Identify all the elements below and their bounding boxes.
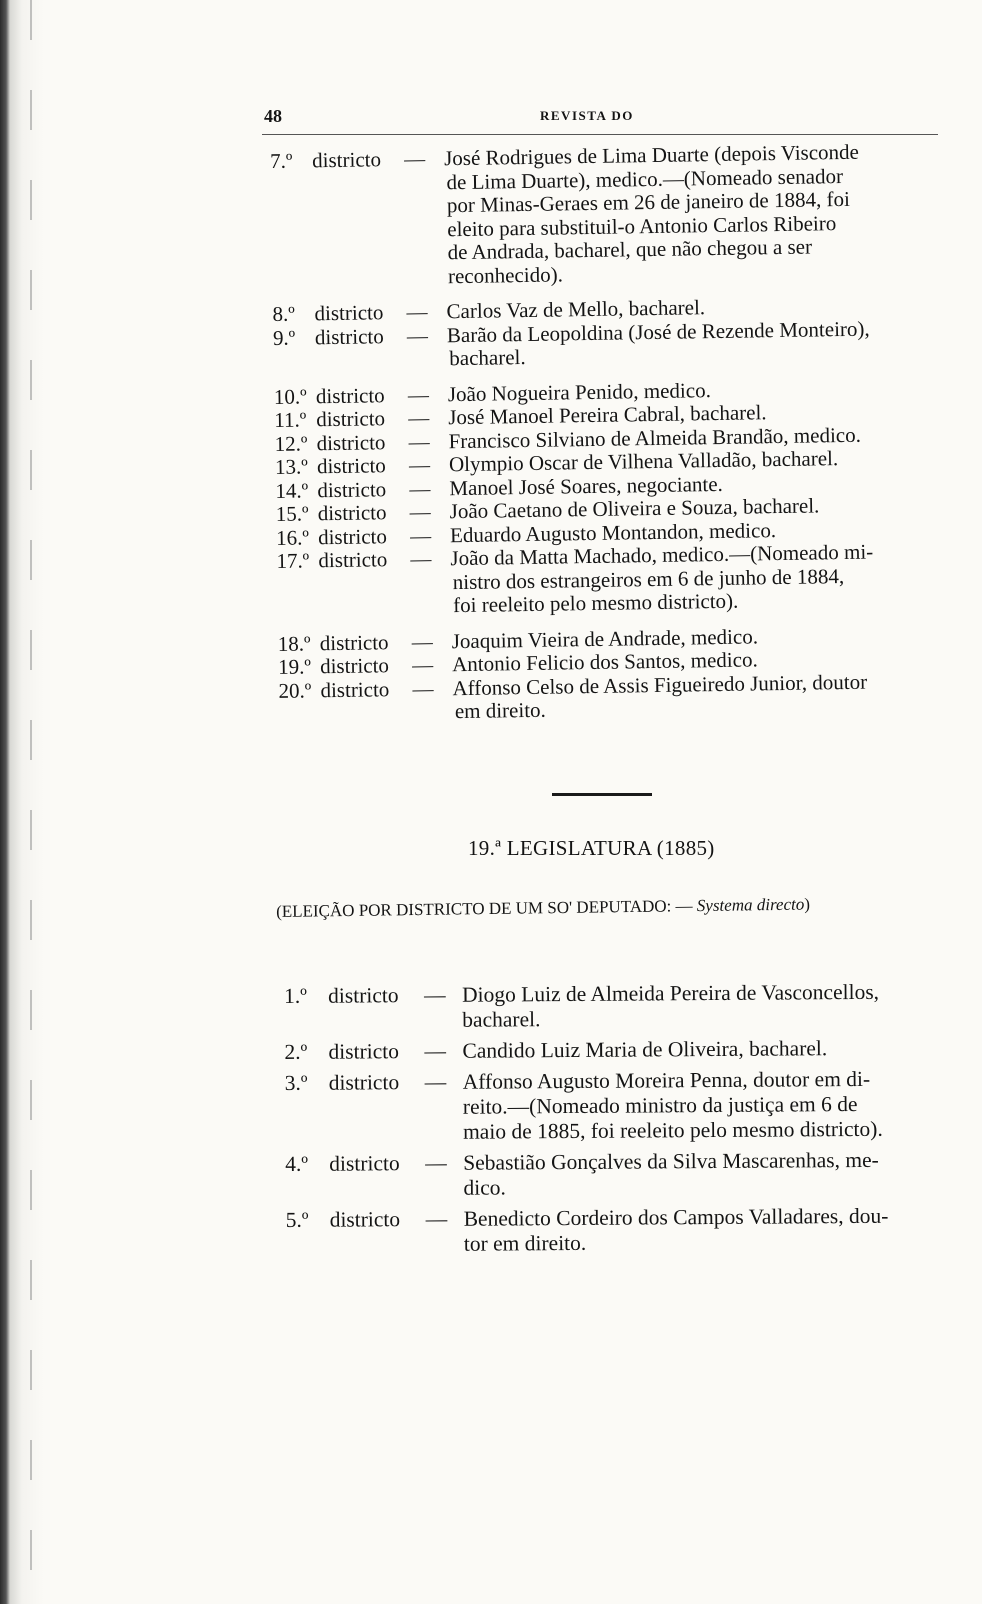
district-word: districto [316,453,386,479]
district-entry [286,1203,946,1258]
subtitle-system: Systema directo [696,894,805,916]
entry-continuation: reito.—(Nomeado ministro da justiça em 6 de [462,1091,858,1119]
entry-text: Diogo Luiz de Almeida Pereira de Vasconcellos, [461,979,880,1007]
district-ordinal: 1.º [284,983,307,1008]
district-entry [276,540,937,621]
district-ordinal: 4.º [285,1151,309,1176]
district-ordinal: 3.º [284,1070,308,1095]
district-list-2 [284,979,946,1264]
entry-dash: — [409,523,432,548]
page-number: 48 [264,106,282,126]
entry-continuation: por Minas-Geraes em 26 de janeiro de 1884, foi [446,186,850,218]
district-word: districto [316,406,386,432]
legislature-title: 19.ª LEGISLATURA (1885) [468,836,715,860]
entry-continuation: nistro dos estrangeiros em 6 de junho de 1884, [452,563,845,594]
district-word: districto [329,1207,401,1232]
district-entry [273,316,934,373]
legislature-subtitle [276,895,810,922]
entry-dash: — [409,476,431,501]
entry-text: Candido Luiz Maria de Oliveira, bacharel. [462,1036,828,1063]
district-entry [270,140,932,291]
entry-first-line [284,1035,944,1065]
district-word: districto [317,500,387,526]
district-word: districto [328,1070,400,1095]
district-list-1 [270,140,939,727]
district-ordinal: 14.º [275,477,309,503]
entry-text: Joaquim Vieira de Andrade, medico. [451,623,759,653]
entry-dash: — [425,1206,448,1232]
entry-continuation: reconhecido). [447,261,564,288]
entry-text: José Manoel Pereira Cabral, bacharel. [448,400,767,430]
district-word: districto [328,1039,400,1064]
district-word: districto [316,429,386,455]
district-word: districto [315,382,385,408]
entry-dash: — [403,146,426,171]
district-entry [285,1066,946,1146]
district-ordinal: 8.º [272,301,296,326]
entry-first-line [286,1203,946,1233]
district-word: districto [314,300,384,326]
entry-continuation: bacharel. [462,1007,541,1032]
entry-dash: — [408,452,431,477]
district-word: districto [327,983,399,1008]
entry-text: João Nogueira Penido, medico. [447,377,712,406]
district-word: districto [317,523,388,549]
district-ordinal: 20.º [278,677,312,703]
district-ordinal: 17.º [276,548,310,573]
entry-text: João da Matta Machado, medico.—(Nomeado mi- [450,539,874,571]
district-word: districto [314,323,384,349]
district-ordinal: 16.º [275,524,310,550]
district-ordinal: 2.º [284,1039,308,1064]
entry-dash: — [406,299,428,324]
entry-text: Eduardo Augusto Montandon, medico. [449,517,777,547]
entry-dash: — [424,1038,447,1064]
district-word: districto [319,629,389,655]
district-entry [285,1147,945,1202]
district-entry [284,979,944,1034]
page-header [264,106,924,130]
entry-dash: — [407,382,430,407]
entry-continuation: tor em direito. [463,1230,587,1256]
entry-text: Antonio Felicio dos Santos, medico. [451,647,758,677]
entry-dash: — [408,429,430,454]
entry-first-line [284,979,944,1009]
district-ordinal: 18.º [277,630,311,656]
district-ordinal: 10.º [273,383,307,409]
entry-dash: — [423,982,446,1008]
district-ordinal: 11.º [274,407,307,432]
entry-text: Affonso Celso de Assis Figueiredo Junior, doutor [452,669,868,700]
running-head: REVISTA DO [540,108,634,123]
subtitle-main: (ELEIÇÃO POR DISTRICTO DE UM SO' DEPUTADO: — [276,896,697,921]
entry-dash: — [406,323,429,348]
entry-dash: — [424,1069,447,1095]
entry-continuation: de Lima Duarte), medico.—(Nomeado senador [446,163,844,194]
entry-continuation: eleito para substituil-o Antonio Carlos Ribeiro [447,210,837,241]
entry-first-line [285,1147,945,1177]
district-ordinal: 5.º [285,1207,309,1232]
entry-text: Affonso Augusto Moreira Penna, doutor em di- [462,1066,871,1094]
entry-continuation: bacharel. [449,345,526,371]
subtitle-end: ) [804,894,811,914]
district-ordinal: 15.º [275,501,309,526]
district-word: districto [311,147,382,173]
entry-dash: — [425,1150,447,1176]
book-binding-edge [0,0,44,1604]
district-ordinal: 9.º [272,325,296,350]
district-word: districto [318,547,388,573]
district-ordinal: 12.º [274,430,308,456]
entry-continuation: foi reeleito pelo mesmo districto). [452,588,739,618]
entry-continuation: maio de 1885, foi reeleito pelo mesmo districto). [462,1116,883,1144]
entry-text: Olympio Oscar de Vilhena Valladão, bacharel. [448,446,839,477]
district-ordinal: 7.º [269,148,293,173]
district-ordinal: 19.º [277,654,312,679]
entry-continuation: em direito. [454,697,546,724]
entry-text: Barão da Leopoldina (José de Rezende Monteiro), [446,316,870,347]
entry-continuation: dico. [463,1175,506,1200]
section-divider [552,793,652,796]
district-word: districto [329,1151,400,1176]
entry-dash: — [410,546,432,571]
district-word: districto [319,653,390,679]
entry-text: Carlos Vaz de Mello, bacharel. [446,295,706,324]
header-rule [262,134,938,135]
entry-dash: — [408,405,430,430]
district-word: districto [317,476,387,502]
entry-dash: — [412,676,434,701]
entry-dash: — [409,499,431,524]
entry-text: Sebastião Gonçalves da Silva Mascarenhas, me- [463,1147,879,1175]
district-word: districto [320,676,390,702]
entry-text: Manoel José Soares, negociante. [449,471,723,500]
entry-dash: — [411,652,434,677]
district-entry [278,669,939,726]
entry-text: Francisco Silviano de Almeida Brandão, medico. [448,422,862,453]
entry-text: João Caetano de Oliveira e Souza, bacharel. [449,493,820,524]
district-ordinal: 13.º [274,454,308,479]
entry-continuation: de Andrada, bacharel, que não chegou a ser [447,234,813,265]
district-entry [284,1035,944,1065]
entry-dash: — [411,629,433,654]
entry-text: José Rodrigues de Lima Duarte (depois Visconde [443,139,860,171]
entry-text: Benedicto Cordeiro dos Campos Valladares, dou- [463,1203,889,1231]
